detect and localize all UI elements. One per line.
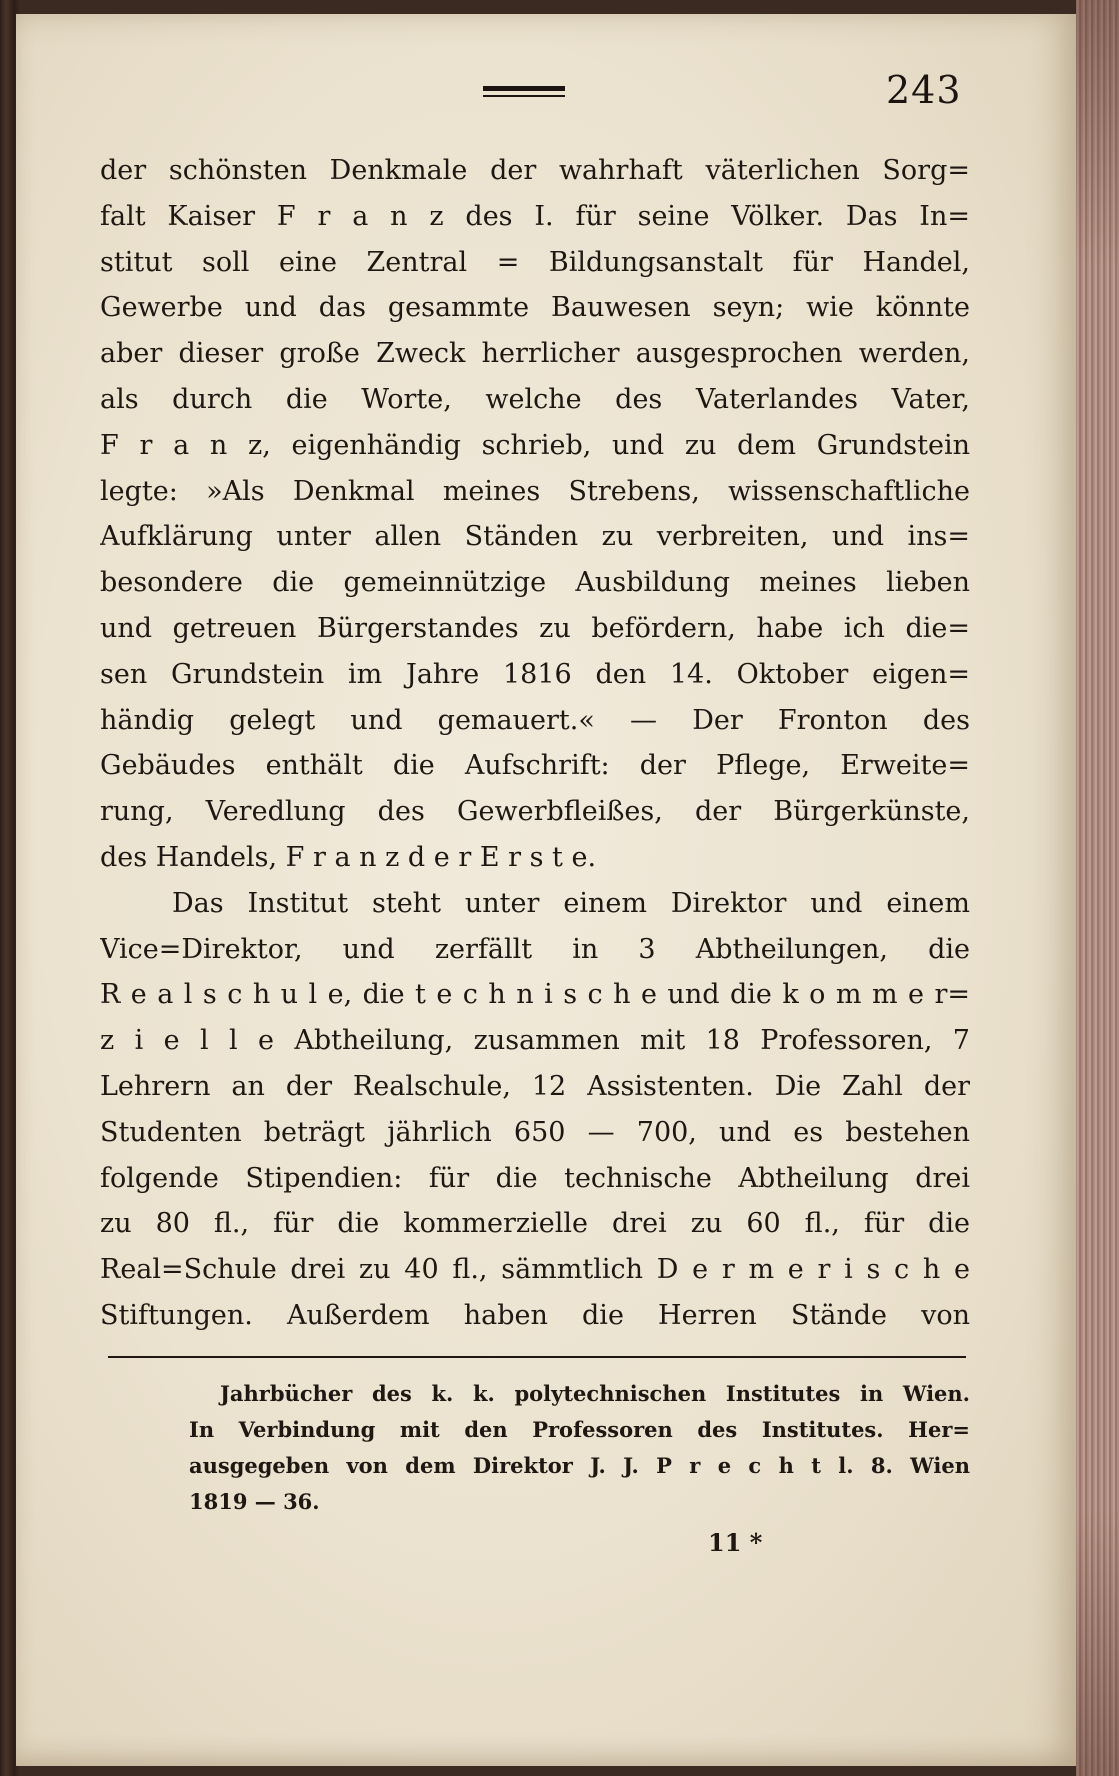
text-line: Lehrern an der Realschule, 12 Assistenten. Die Zahl der [100,1070,970,1102]
text-line: folgende Stipendien: für die technische Abtheilung drei [100,1162,970,1194]
text-line: Studenten beträgt jährlich 650 — 700, und es bestehen [100,1116,970,1148]
text-line: händig gelegt und gemauert.« — Der Fronton des [100,704,970,736]
text-line: R e a l s c h u l e, die t e c h n i s c h e und die k o m m e r= [100,979,970,1011]
footnote [189,1376,970,1520]
footnote-line: Jahrbücher des k. k. polytechnischen Institutes in Wien. [220,1381,970,1406]
text-line: Vice=Direktor, und zerfällt in 3 Abtheilungen, die [100,933,970,965]
text-line: stitut soll eine Zentral = Bildungsanstalt für Handel, [100,246,970,278]
text-line: sen Grundstein im Jahre 1816 den 14. Oktober eigen= [100,658,970,690]
text-line: Real=Schule drei zu 40 fl., sämmtlich D e r m e r i s c h e [100,1254,970,1286]
footnote-divider [108,1356,966,1358]
text-line: F r a n z, eigenhändig schrieb, und zu dem Grundstein [100,429,970,461]
text-line: des Handels, F r a n z d e r E r s t e. [100,841,597,873]
footnote-line: 1819 — 36. [189,1489,320,1514]
text-line: Gewerbe und das gesammte Bauwesen seyn; wie könnte [100,292,970,324]
book-fore-edge [1076,0,1119,1776]
text-line: der schönsten Denkmale der wahrhaft väterlichen Sorg= [100,155,970,186]
text-line: z i e l l e Abtheilung, zusammen mit 18 Professoren, 7 [100,1025,970,1057]
text-line: und getreuen Bürgerstandes zu befördern, habe ich die= [100,612,970,644]
text-line: Das Institut steht unter einem Direktor und einem [172,887,970,919]
text-line: Stiftungen. Außerdem haben die Herren Stände von [100,1299,970,1331]
footnote-line: In Verbindung mit den Professoren des Institutes. Her= [189,1417,970,1442]
footnote-line: ausgegeben von dem Direktor J. J. P r e c h t l. 8. Wien [189,1453,970,1478]
text-line: als durch die Worte, welche des Vaterlandes Vater, [100,383,970,415]
text-line: besondere die gemeinnützige Ausbildung meines lieben [100,567,970,599]
text-line: rung, Veredlung des Gewerbfleißes, der Bürgerkünste, [100,796,970,828]
text-line: Aufklärung unter allen Ständen zu verbreiten, und ins= [100,521,970,553]
signature-mark: 11 * [708,1528,763,1557]
text-line: legte: »Als Denkmal meines Strebens, wissenschaftliche [100,475,970,507]
text-line: Gebäudes enthält die Aufschrift: der Pflege, Erweite= [100,750,970,782]
text-line: zu 80 fl., für die kommerzielle drei zu 60 fl., für die [100,1208,970,1240]
body-text [100,148,970,1339]
text-line: aber dieser große Zweck herrlicher ausgesprochen werden, [100,338,970,370]
header-rule [483,86,565,97]
page-number: 243 [886,68,962,112]
text-line: falt Kaiser F r a n z des I. für seine Völker. Das In= [100,200,970,232]
